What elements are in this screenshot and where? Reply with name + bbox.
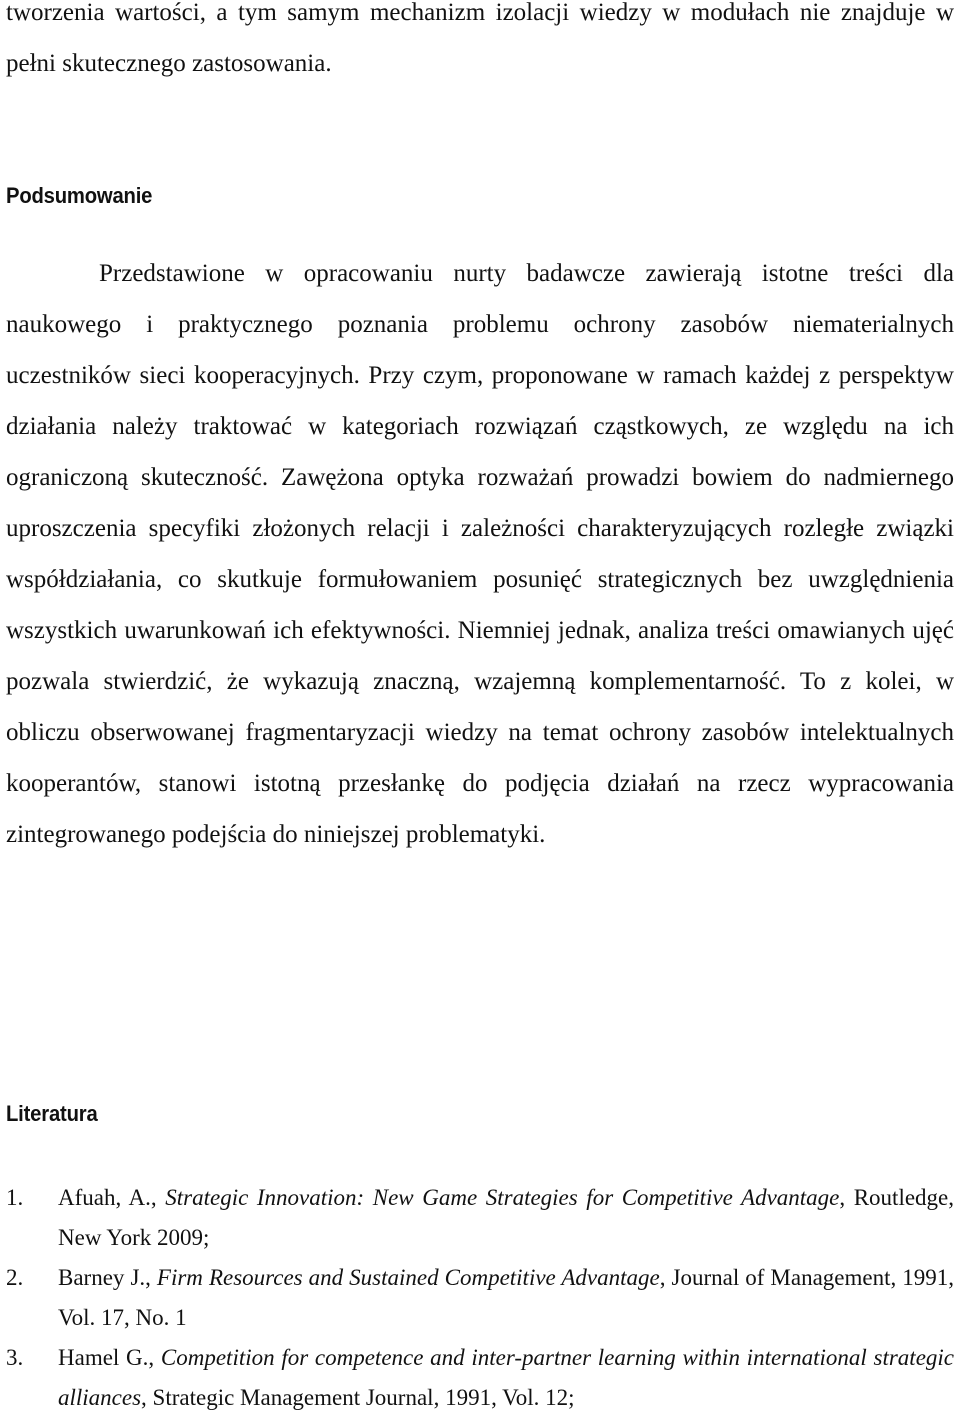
continued-paragraph: tworzenia wartości, a tym samym mechanizm izolacji wiedzy w modułach nie znajduje w pełni skutecznego zastosowania. [6, 0, 954, 77]
reference-number: 1. [6, 1185, 24, 1210]
reference-separator: , [150, 1185, 166, 1210]
reference-details: , Strategic Management Journal, 1991, Vol. 12; [141, 1385, 575, 1410]
document-page [6, 0, 955, 1410]
reference-details: , Journal of Management, 1991, Vol. 17, No. 1 [58, 1265, 955, 1330]
reference-author: Afuah, A. [58, 1185, 151, 1210]
reference-number: 3. [6, 1345, 24, 1370]
reference-author: Hamel G. [58, 1345, 149, 1370]
reference-separator: , [148, 1345, 161, 1370]
reference-details: , Routledge, New York 2009; [58, 1185, 955, 1250]
summary-paragraph: Przedstawione w opracowaniu nurty badawcze zawierają istotne treści dla naukowego i praktycznego poznania problemu ochrony zasobów niematerialnych uczestników sieci kooperacyjnych. Przy czym, proponowane w ramach każdej z perspektyw działania należy traktować w kategoriach rozwiązań cząstkowych, ze względu na ich ograniczoną skuteczność. Zawężona optyka rozważań prowadzi bowiem do nadmiernego uproszczenia specyfiki złożonych relacji i zależności charakteryzujących rozległe związki współdziałania, co skutkuje formułowaniem posunięć strategicznych bez uwzględnienia wszystkich uwarunkowań ich efektywności. Niemniej jednak, analiza treści omawianych ujęć pozwala stwierdzić, że wykazują znaczną, wzajemną komplementarność. To z kolei, w obliczu obserwowanej fragmentaryzacji wiedzy na temat ochrony zasobów intelektualnych kooperantów, stanowi istotną przesłankę do podjęcia działań na rzecz wypracowania zintegrowanego podejścia do niniejszej problematyki. [6, 260, 954, 848]
reference-title: Competition for competence and inter-partner learning within international strategic alliances [58, 1345, 955, 1410]
reference-title: Firm Resources and Sustained Competitive Advantage [156, 1265, 660, 1290]
reference-number: 2. [6, 1265, 24, 1290]
reference-item [6, 1258, 954, 1338]
reference-author: Barney J. [58, 1265, 146, 1290]
summary-heading: Podsumowanie [6, 183, 153, 208]
reference-separator: , [145, 1265, 157, 1290]
reference-title: Strategic Innovation: New Game Strategies for Competitive Advantage [165, 1185, 840, 1210]
reference-list [6, 1178, 954, 1418]
reference-item [6, 1178, 954, 1258]
reference-item [6, 1338, 954, 1418]
literature-heading: Literatura [6, 1101, 98, 1126]
